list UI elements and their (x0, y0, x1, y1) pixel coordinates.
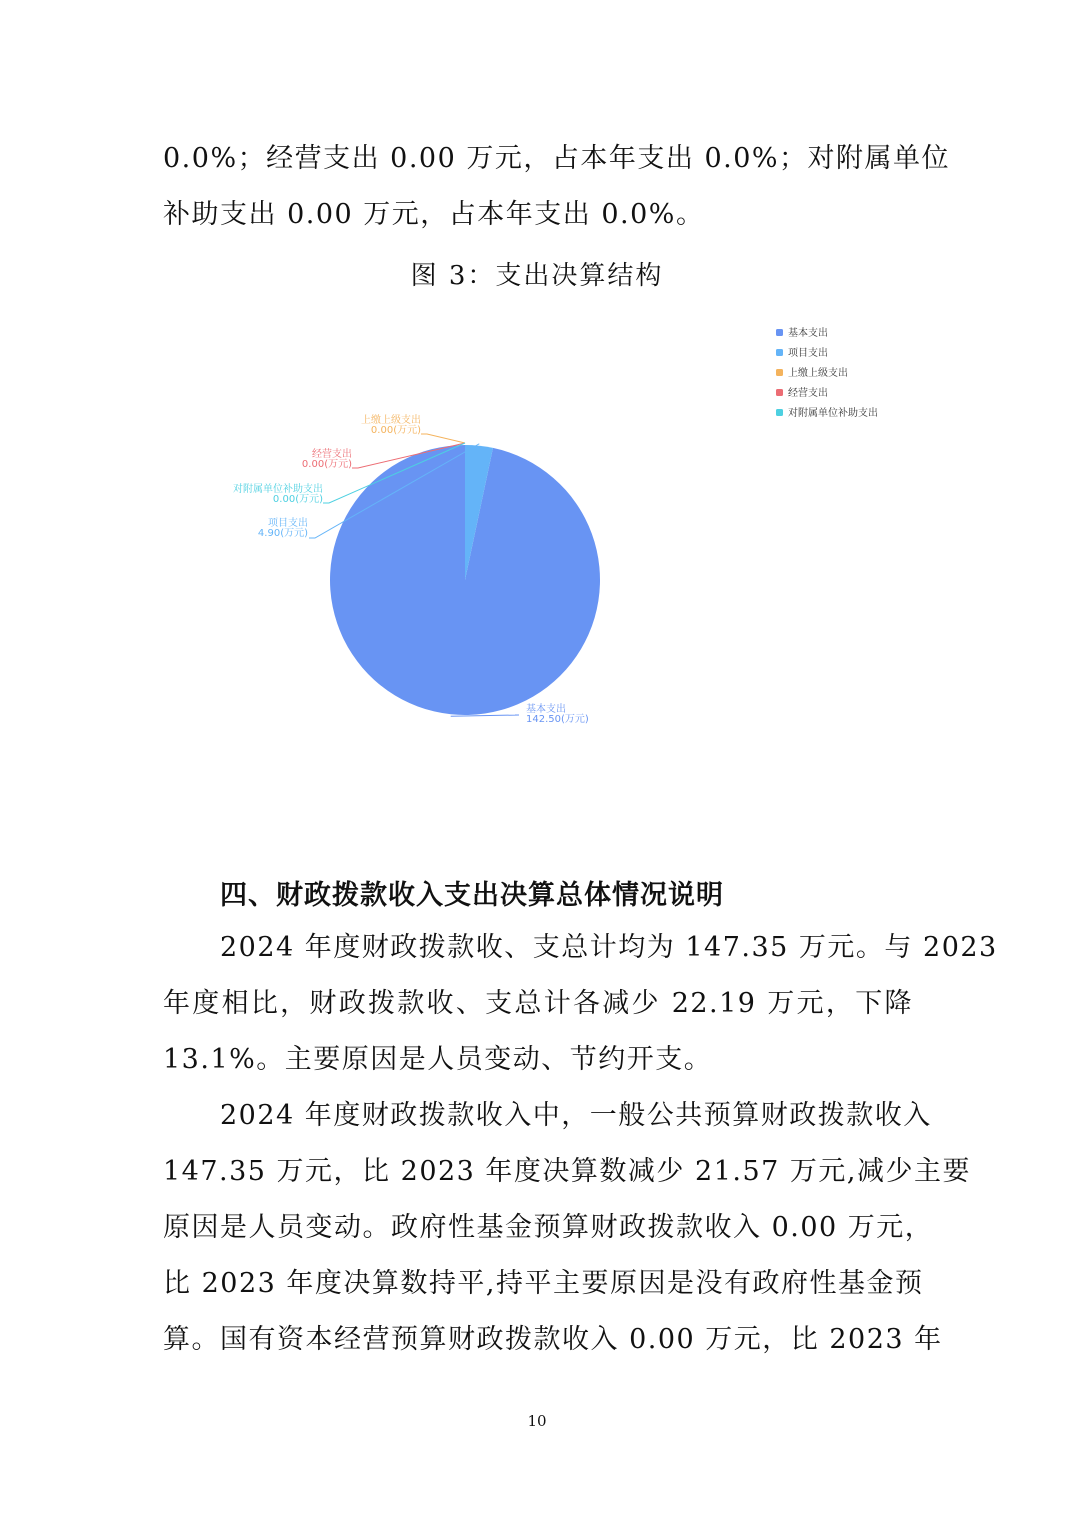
body-text-line: 13.1%。主要原因是人员变动、节约开支。 (163, 1044, 713, 1075)
body-text-line: 比 2023 年度决算数持平,持平主要原因是没有政府性基金预 (163, 1268, 924, 1299)
slice-label: 对附属单位补助支出 (233, 484, 323, 495)
legend-swatch (776, 329, 783, 336)
slice-value-label: 0.00(万元) (370, 425, 421, 436)
body-text-line: 补助支出 0.00 万元，占本年支出 0.0%。 (163, 199, 705, 230)
slice-label: 经营支出 (312, 449, 352, 460)
body-text-line: 2024 年度财政拨款收入中，一般公共预算财政拨款收入 (220, 1100, 932, 1131)
slice-label: 项目支出 (268, 518, 308, 529)
body-text-line: 2024 年度财政拨款收、支总计均为 147.35 万元。与 2023 (220, 932, 998, 963)
body-text-line: 147.35 万元，比 2023 年度决算数减少 21.57 万元,减少主要 (163, 1156, 971, 1187)
page-number: 10 (527, 1412, 547, 1430)
legend-swatch (776, 389, 783, 396)
legend-swatch (776, 369, 783, 376)
legend-item-label: 对附属单位补助支出 (788, 408, 878, 419)
label-leader-line (421, 434, 465, 443)
slice-value-label: 0.00(万元) (272, 494, 323, 505)
slice-value-label: 4.90(万元) (257, 528, 308, 539)
slice-label: 基本支出 (526, 704, 566, 715)
legend-swatch (776, 349, 783, 356)
slice-label: 上缴上级支出 (361, 415, 421, 426)
pie-slices (330, 445, 600, 715)
legend-item-label: 上缴上级支出 (788, 368, 848, 379)
pie-chart (0, 300, 1074, 740)
body-text-line: 0.0%；经营支出 0.00 万元，占本年支出 0.0%；对附属单位 (163, 143, 951, 174)
slice-value-label: 142.50(万元) (526, 714, 589, 725)
legend-item-label: 经营支出 (788, 388, 828, 399)
legend-swatch (776, 409, 783, 416)
slice-value-label: 0.00(万元) (301, 459, 352, 470)
body-text-line: 算。国有资本经营预算财政拨款收入 0.00 万元，比 2023 年 (163, 1324, 943, 1355)
legend-item-label: 项目支出 (788, 348, 828, 359)
label-leader-line (451, 715, 519, 716)
body-text-line: 年度相比，财政拨款收、支总计各减少 22.19 万元，下降 (163, 988, 913, 1019)
legend-item-label: 基本支出 (788, 328, 828, 339)
chart-legend (776, 326, 878, 419)
section-heading: 四、财政拨款收入支出决算总体情况说明 (220, 880, 724, 911)
pie-slice (330, 445, 600, 715)
body-text-line: 原因是人员变动。政府性基金预算财政拨款收入 0.00 万元， (163, 1212, 934, 1243)
figure-caption: 图 3：支出决算结构 (410, 261, 664, 291)
